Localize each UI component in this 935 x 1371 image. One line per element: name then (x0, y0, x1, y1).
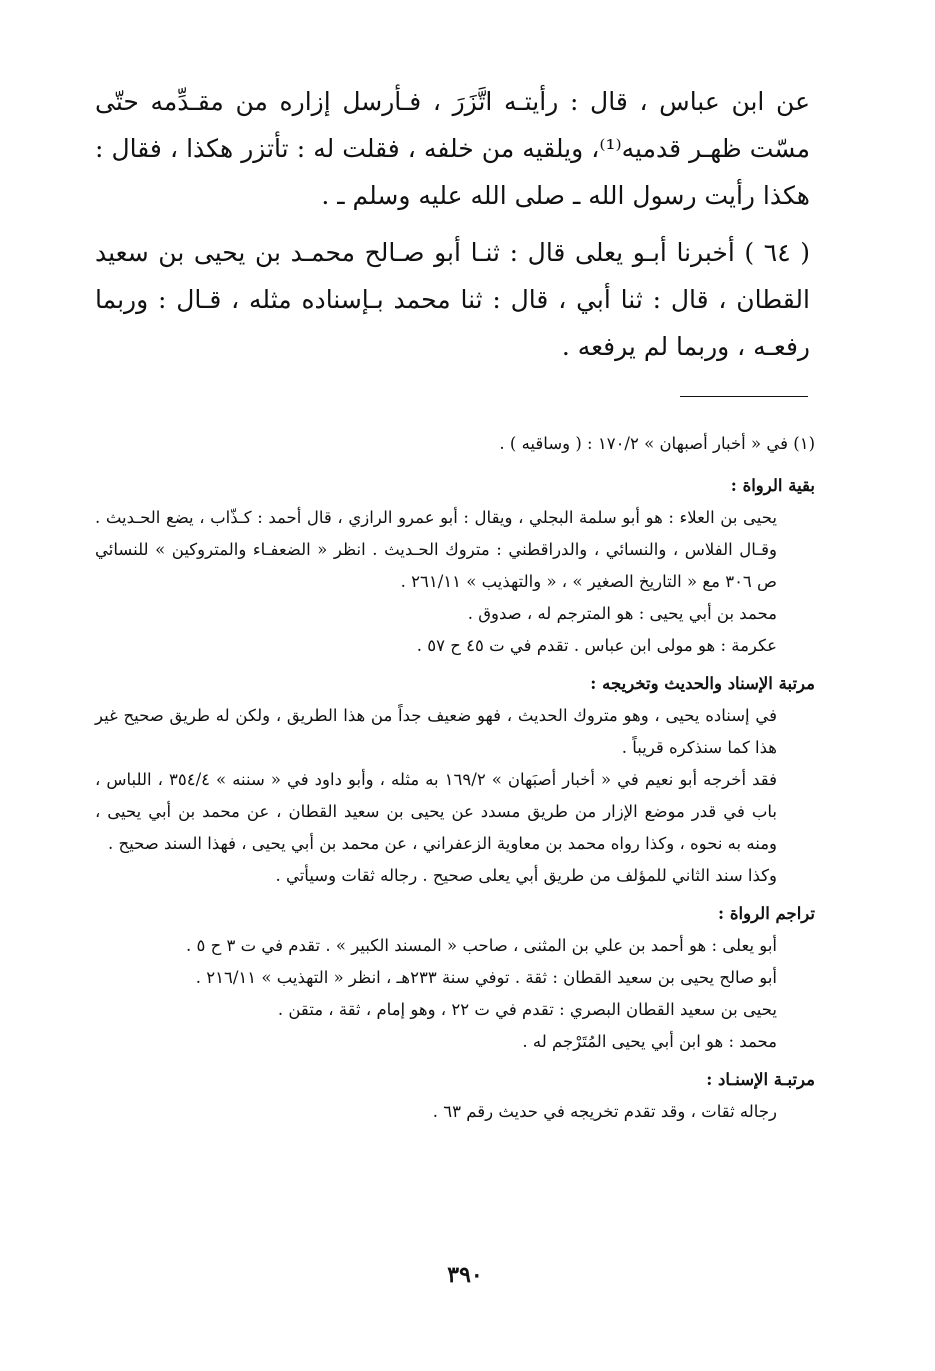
section-heading: مرتبة الإسناد والحديث وتخريجه : (590, 674, 815, 693)
narrator-entry: أبو صالح يحيى بن سعيد القطان : ثقة . توفي سنة ٢٣٣هـ ، انظر « التهذيب » ٢١٦/١١ . (195, 968, 777, 987)
section-heading: بقية الرواة : (730, 476, 815, 495)
section-narrator-biographies (95, 898, 815, 1058)
main-text (95, 78, 810, 370)
footnote-separator (680, 396, 808, 397)
section-heading: تراجم الرواة : (718, 904, 815, 923)
section-remaining-narrators (95, 470, 815, 662)
narrator-entry: يحيى بن العلاء : هو أبو سلمة البجلي ، ويقال : أبو عمرو الرازي ، قال أحمد : كـذّاب ، يضع الحـديث . وقـال الفلاس ، والنسائي ، والدراقطني : متروك الحـديث . انظر « الضعفـاء والمتروكين » للنسائي ص ٣٠٦ مع « التاريخ الصغير » ، « والتهذيب » ٢٦١/١١ . (95, 508, 777, 591)
takhrij-text: فقد أخرجه أبو نعيم في « أخبار أصبَهان » ١٦٩/٢ به مثله ، وأبو داود في « سننه » ٣٥٤/٤ ، اللباس ، باب في قدر موضع الإزار من طريق مسدد عن يحيى بن سعيد القطان ، عن محمد بن أبي يحيى ، ومنه به نحوه ، وكذا رواه محمد بن معاوية الزعفراني ، عن محمد بن أبي يحيى ، فهذا السند صحيح . (95, 770, 777, 853)
notes-area (95, 428, 815, 1134)
section-grading-and-takhrij (95, 668, 815, 892)
narrator-entry: محمد بن أبي يحيى : هو المترجم له ، صدوق . (467, 604, 777, 623)
section-heading: مرتبـة الإسنـاد : (706, 1070, 815, 1089)
footnote-1: (١) في « أخبار أصبهان » ١٧٠/٢ : ( وساقيه ) . (499, 434, 815, 453)
hadith-paragraph-64: ( ٦٤ ) أخبرنا أبـو يعلى قال : ثنـا أبو صـالح محمـد بن يحيى بن سعيد القطان ، قال : ثنا أبي ، قال : ثنا محمد بـإسناده مثله ، قـال : وربما رفعـه ، وربما لم يرفعه . (95, 238, 811, 361)
narrator-entry: عكرمة : هو مولى ابن عباس . تقدم في ت ٤٥ ح ٥٧ . (416, 636, 777, 655)
hadith-paragraph-1: عن ابن عباس ، قال : رأيتـه اتَّزَرَ ، فـأرسل إزاره من مقـدِّمه حتّى مسّت ظهـر قدميه⁽¹⁾، ويلقيه من خلفه ، فقلت له : تأتزر هكذا ، فقال : هكذا رأيت رسول الله ـ صلى الله عليه وسلم ـ . (95, 87, 810, 210)
narrator-entry: محمد : هو ابن أبي يحيى المُتَرْجم له . (522, 1032, 777, 1051)
narrator-entry: يحيى بن سعيد القطان البصري : تقدم في ت ٢٢ ، وهو إمام ، ثقة ، متقن . (277, 1000, 777, 1019)
page-number: ٣٩٠ (447, 1262, 483, 1288)
grading-text: وكذا سند الثاني للمؤلف من طريق أبي يعلى صحيح . رجاله ثقات وسيأتي . (275, 866, 777, 885)
grading-text: رجاله ثقات ، وقد تقدم تخريجه في حديث رقم ٦٣ . (432, 1102, 777, 1121)
narrator-entry: أبو يعلى : هو أحمد بن علي بن المثنى ، صاحب « المسند الكبير » . تقدم في ت ٣ ح ٥ . (186, 936, 777, 955)
section-isnad-grading (95, 1064, 815, 1128)
grading-text: في إسناده يحيى ، وهو متروك الحديث ، فهو ضعيف جداً من هذا الطريق ، ولكن له طريق صحيح غير هذا كما سنذكره قريباً . (95, 706, 777, 757)
